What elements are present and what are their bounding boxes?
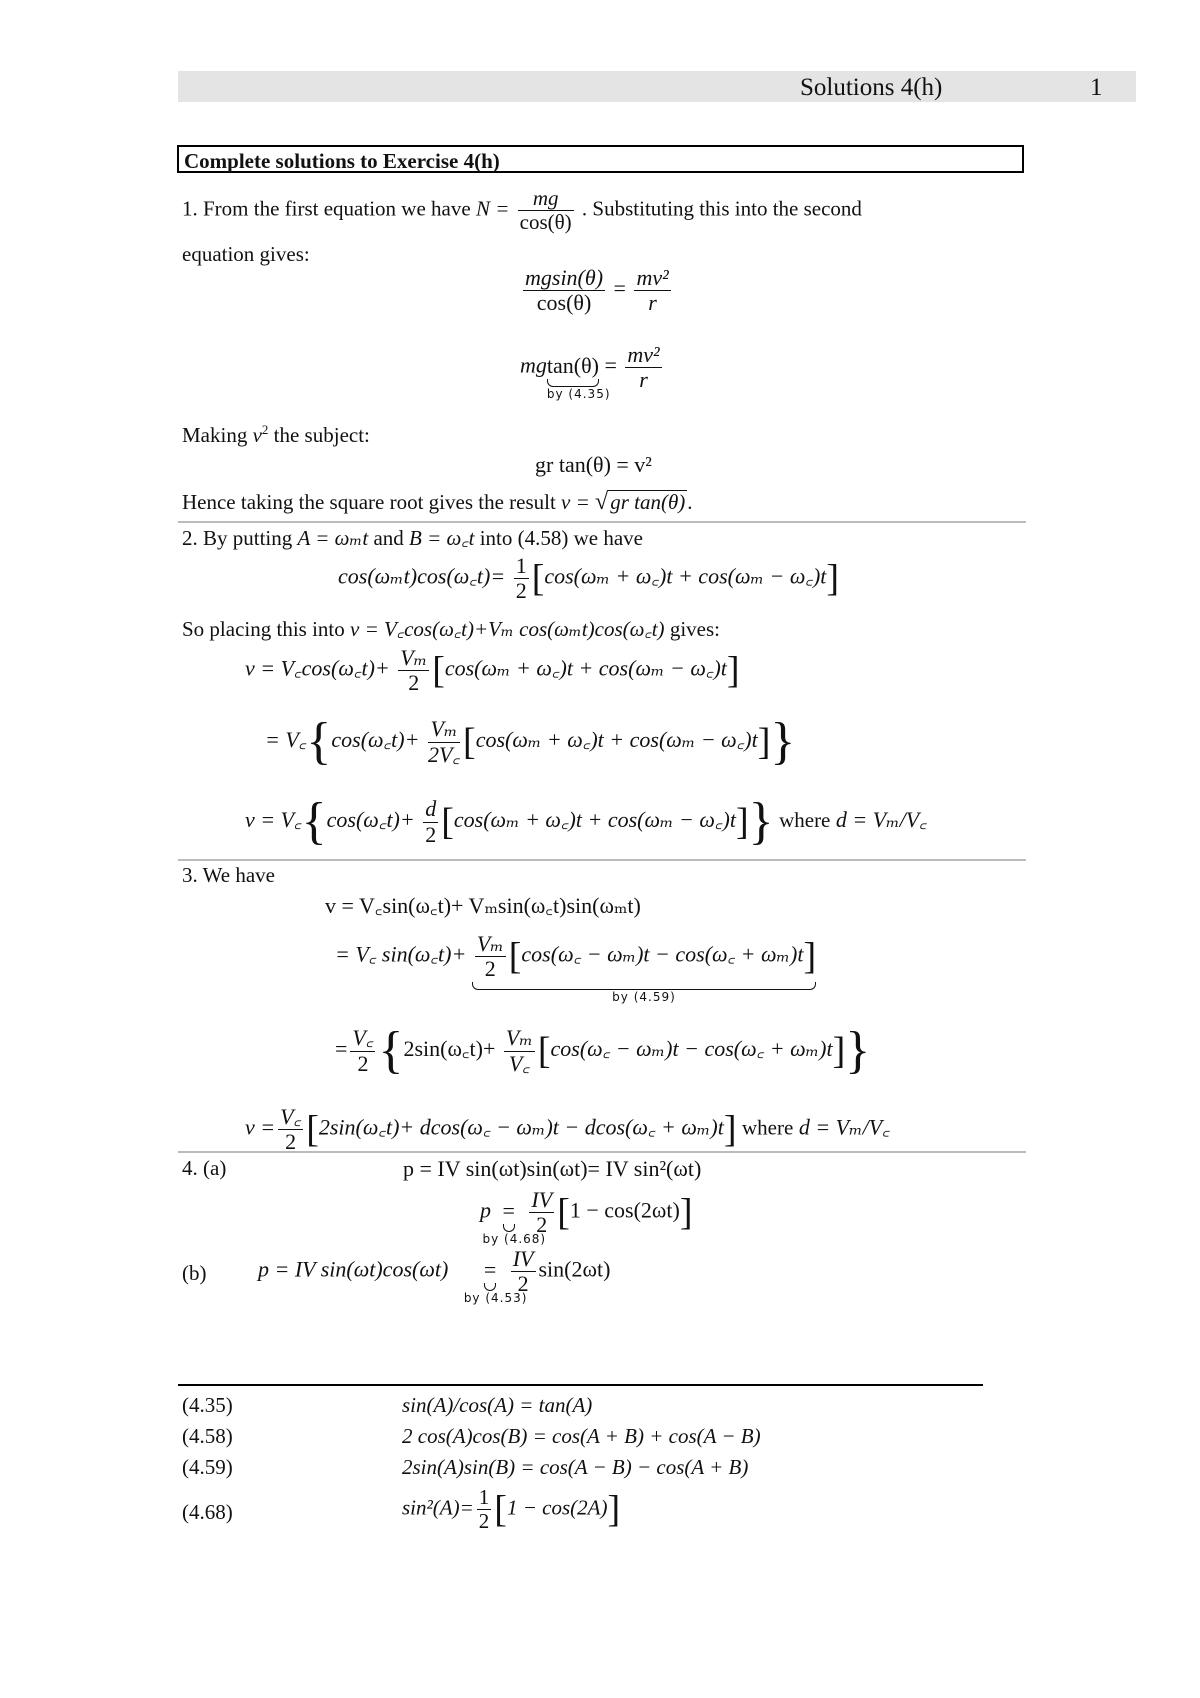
q2-so-line [182, 618, 720, 641]
q2-eq4-num: d [425, 796, 437, 822]
separator-2 [178, 859, 1026, 861]
q3-where: where [742, 1115, 794, 1140]
q2-eq3: = V꜀{cos(ω꜀t)+ $\frac{\text{Vₘ}}{2V꜀}[\cos(\omega_m$ + ω꜀)t + cos(ωₘ − ω꜀)t]} [265, 713, 796, 770]
q3-where-eq: d = Vₘ/V꜀ [798, 1114, 890, 1140]
q3-eq3-den: V꜀ [508, 1050, 530, 1076]
q3-eq2-rhs: cos(ω꜀ − ωₘ)t − cos(ω꜀ + ωₘ)t [521, 941, 804, 967]
q4-eq-b-underbrace [463, 1256, 528, 1305]
footnote-label: (4.58) [182, 1424, 233, 1448]
q1-making-line: Making $v^2$ the subject: [182, 422, 370, 447]
q2-where: where [779, 808, 831, 833]
q1-eq1-rhs-den: r [648, 290, 657, 316]
q4-label-b: (b) [182, 1261, 207, 1285]
q4-eq-b-rhs: sin(2ωt) [538, 1256, 611, 1282]
q2-eq4: v = V꜀{cos(ω꜀t)+ $\frac{d}{2}$ [cos(ωₘ + ω꜀)t + cos(ωₘ − ω꜀)t]} where d = Vₘ/V꜀ [245, 793, 927, 850]
q3-eq4-rhs: 2sin(ω꜀t)+ dcos(ω꜀ − ωₘ)t − dcos(ω꜀ + ωₘ)t [318, 1114, 724, 1140]
q2-where-eq: d = Vₘ/V꜀ [835, 807, 927, 833]
q2-eq4-lhs: v = V꜀ [245, 807, 302, 833]
q1-hence-line: Hence taking the square root gives the result v = √gr tan(θ). [182, 489, 693, 515]
footnote-divider [178, 1384, 983, 1386]
q1-fraction [518, 187, 574, 234]
q1-result-radicand: gr tan(θ) [610, 490, 686, 514]
q3-eq3: = $\frac{V꜀}{2}$ {2sin(ω꜀t)+ $\frac{\text{Vₘ}}{V꜀}[\cos(\omega꜀ - \omega_m)t$ − cos(ω꜀ + ωₘ)t]} [335, 1022, 871, 1079]
q2-line1-eq-a: A = ωₘt [297, 526, 369, 550]
q3-eq3-rhs: cos(ω꜀ − ωₘ)t − cos(ω꜀ + ωₘ)t [550, 1036, 833, 1062]
q1-text-a: 1. From the first equation we have [182, 196, 471, 221]
footnote-label: (4.35) [182, 1393, 233, 1417]
section-heading [177, 145, 1024, 173]
q4-eq-a2-sign: = [502, 1197, 515, 1223]
q4-eq-b-sign: = [483, 1256, 497, 1282]
q3-eq4-den: 2 [285, 1129, 297, 1155]
footnote-eq: sin(A)/cos(A) = tan(A) [402, 1393, 593, 1417]
q2-eq4-a: cos(ω꜀t)+ [326, 807, 415, 833]
q4-label-a: 4. (a) [182, 1156, 227, 1180]
q2-line1 [182, 527, 643, 550]
q2-line1-and: and [373, 526, 404, 550]
q1-eq2-annotation: by (4.35) [546, 386, 611, 401]
q2-eq1-num: 1 [515, 553, 527, 578]
separator-3 [178, 1151, 1026, 1153]
q2-eq1: cos(ωₘt)cos(ω꜀t)= $\frac{1}{2}$ [cos(ωₘ + ω꜀)t + cos(ωₘ − ω꜀)t] [338, 553, 840, 604]
q1-line1 [182, 187, 862, 234]
q1-eq1-rhs-num: mv² [636, 265, 669, 290]
q3-line1: 3. We have [182, 863, 275, 887]
q2-eq4-den: 2 [425, 821, 437, 847]
q3-eq2 [335, 931, 817, 1005]
q1-eq3: gr tan(θ) = v² [535, 452, 652, 477]
page-title: Solutions 4(h) [800, 74, 943, 101]
q2-eq1-lhs: cos(ωₘt)cos(ω꜀t)= [338, 563, 506, 589]
footnote-label: (4.59) [182, 1455, 233, 1479]
footnote-eq: 2sin(A)sin(B) = cos(A − B) − cos(A + B) [402, 1455, 749, 1479]
q3-eq4-lhs: v = [245, 1114, 276, 1140]
q2-eq2: v = V꜀cos(ω꜀t)+ $\frac{\text{Vₘ}}{2}$ [cos(ωₘ + ω꜀)t + cos(ωₘ − ω꜀)t] [245, 645, 740, 696]
q1-making-a: Making [182, 423, 248, 447]
q2-eq1-rhs: cos(ωₘ + ω꜀)t + cos(ωₘ − ω꜀)t [544, 563, 827, 589]
page-number: 1 [1090, 74, 1103, 101]
q3-eq1: v = V꜀sin(ω꜀t)+ Vₘsin(ω꜀t)sin(ωₘt) [325, 893, 641, 918]
q3-eq4-num: V꜀ [280, 1104, 302, 1129]
q1-eq1: $\frac{mgsin(\theta)}{\cos(\theta)}$ = $\frac{\text{mv²}}{r}$ [525, 265, 669, 316]
q1-result-end: . [687, 490, 693, 514]
footnote-eq-a: sin²(A)= [402, 1495, 474, 1520]
q4-eq-b-lhs: p = IV sin(ωt)cos(ωt) [258, 1256, 449, 1282]
q1-result-lhs: v = [561, 490, 590, 514]
q2-eq1-den: 2 [515, 578, 527, 604]
q3-eq2-underbrace: $\frac{\text{Vₘ}}{2}$ [cos(ω꜀ − ωₘ)t − cos(ω꜀ + ωₘ)t] by (4.59) [472, 932, 816, 981]
q4-eq-a2: p = by (4.68) $\frac{IV}{2}$ [1 − cos(2ωt)] [480, 1187, 693, 1246]
q1-eq2: mgtan(θ) by (4.35) = $\frac{\text{mv²}}{r}$ [520, 342, 660, 401]
q1-eq2-underbrace [546, 352, 611, 401]
q4-eq-a2-den: 2 [536, 1212, 548, 1238]
q4-eq-b-den: 2 [517, 1271, 529, 1297]
q1-hence-text: Hence taking the square root gives the result [182, 490, 556, 514]
q2-so-a: So placing this into [182, 617, 345, 641]
page-header [178, 71, 1136, 102]
q1-making-b: the subject: [273, 423, 370, 447]
q1-eq1-den: cos(θ) [536, 290, 592, 316]
footnote-eq: 2 cos(A)cos(B) = cos(A + B) + cos(A − B) [402, 1424, 761, 1448]
q4-eq-a2-rhs: 1 − cos(2ωt) [569, 1197, 680, 1223]
q2-eq3-lhs: = V꜀ [265, 727, 307, 753]
q1-n-eq: N = [475, 196, 510, 221]
q4-eq-a2-p: p [480, 1197, 491, 1223]
q3-eq2-annotation: by (4.59) [612, 990, 676, 1005]
q1-eq2-rhs-num: mv² [627, 342, 660, 367]
q4-eq-b [258, 1246, 611, 1305]
footnote-eq-num: 1 [478, 1485, 490, 1509]
q1-frac-num: mg [532, 186, 559, 210]
q4-eq-b-num: IV [512, 1246, 534, 1271]
footnote-eq-b: 1 − cos(2A) [506, 1495, 608, 1520]
q3-eq2-den: 2 [484, 956, 496, 982]
q3-eq2-lhs: = V꜀ sin(ω꜀t)+ [335, 941, 467, 967]
q2-line1-eq-b: B = ω꜀t [409, 526, 475, 550]
q2-eq3-a: cos(ω꜀t)+ [331, 727, 420, 753]
q4-ann-b: by (4.53) [463, 1290, 528, 1305]
q1-text-b: . Substituting this into the second [581, 196, 862, 221]
q3-eq3-outer-den: 2 [357, 1050, 369, 1076]
q2-line1-b: into (4.58) we have [479, 526, 643, 550]
q2-eq2-num: Vₘ [400, 645, 428, 670]
q4-eq-a2-num: IV [531, 1187, 553, 1212]
q4-ann-a: by (4.68) [482, 1231, 547, 1246]
q1-line2: equation gives: [182, 242, 310, 266]
q3-eq3-outer-num: V꜀ [352, 1025, 374, 1051]
q3-eq4: v = $\frac{V꜀}{2}$ [2sin(ω꜀t)+ dcos(ω꜀ − ωₘ)t − dcos(ω꜀ + ωₘ)t] where d = Vₘ/V꜀ [245, 1104, 890, 1155]
q2-eq2-den: 2 [408, 670, 420, 696]
q2-eq2-rhs: cos(ωₘ + ω꜀)t + cos(ωₘ − ω꜀)t [444, 655, 727, 681]
q3-eq2-num: Vₘ [476, 931, 504, 956]
q2-eq4-rhs: cos(ωₘ + ω꜀)t + cos(ωₘ − ω꜀)t [453, 807, 736, 833]
q4-eq-a2-underbrace [482, 1197, 547, 1246]
q1-eq2-mg: mg [520, 352, 547, 378]
q4-eq-a1: p = IV sin(ωt)sin(ωt)= IV sin²(ωt) [403, 1156, 702, 1181]
footnote-label: (4.68) [182, 1500, 233, 1524]
q2-line1-a: 2. By putting [182, 526, 293, 550]
q2-eq2-lhs: v = V꜀cos(ω꜀t)+ [245, 655, 390, 681]
footnote-eq-den: 2 [478, 1509, 490, 1534]
q2-so-eq: v = V꜀cos(ω꜀t)+Vₘ cos(ωₘt)cos(ω꜀t) [350, 617, 665, 641]
q2-eq3-den: 2V꜀ [427, 741, 461, 767]
q1-making-v: v [252, 423, 262, 447]
q1-eq2-rhs-den: r [639, 367, 648, 393]
q2-eq3-rhs: cos(ωₘ + ω꜀)t + cos(ωₘ − ω꜀)t [475, 727, 758, 753]
separator-1 [178, 521, 1026, 523]
q3-eq3-in: 2sin(ω꜀t)+ [403, 1036, 496, 1062]
heading-text: Complete solutions to Exercise 4(h) [184, 149, 500, 173]
q1-frac-den: cos(θ) [519, 210, 572, 235]
q3-eq3-num: Vₘ [505, 1025, 533, 1051]
q2-so-b: gives: [669, 617, 720, 641]
q1-eq2-tan: tan(θ) [546, 352, 599, 378]
q2-eq3-num: Vₘ [430, 716, 458, 742]
q1-eq1-num: mgsin(θ) [525, 265, 604, 290]
